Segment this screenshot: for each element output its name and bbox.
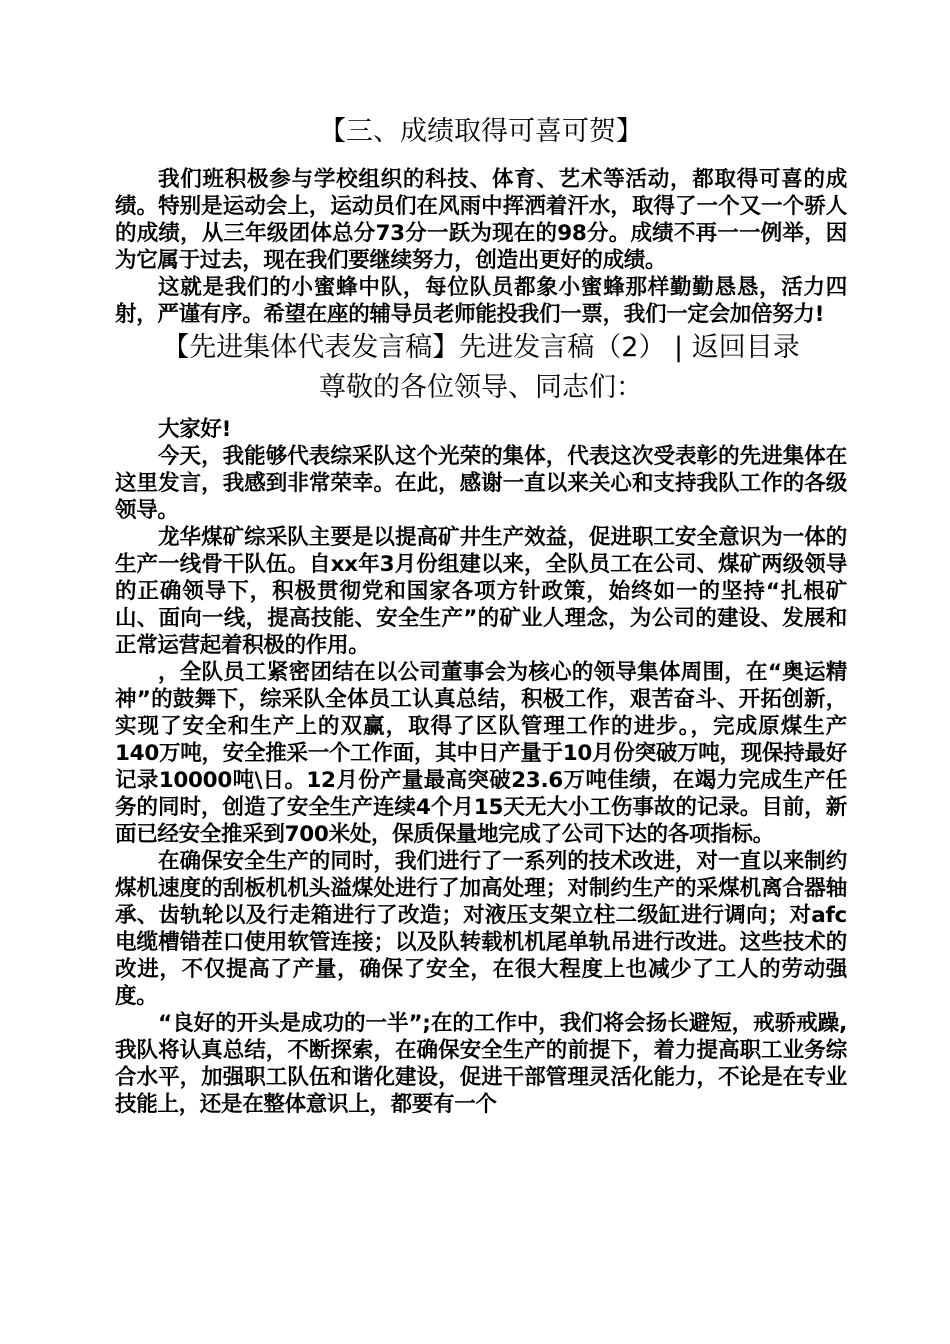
document-page <box>115 112 847 1118</box>
speech-paragraph: 龙华煤矿综采队主要是以提高矿井生产效益，促进职工安全意识为一体的生产一线骨干队伍。自xx年3月份组建以来，全队员工在公司、煤矿两级领导的正确领导下，积极贯彻党和国家各项方针政策，始终如一的坚持“扎根矿山、面向一线，提高技能、安全生产”的矿业人理念，为公司的建设、发展和正常运营起着积极的作用。 <box>115 525 847 658</box>
greeting: 大家好! <box>158 417 232 442</box>
speech-paragraph: 今天，我能够代表综采队这个光荣的集体，代表这次受表彰的先进集体在这里发言，我感到非常荣幸。在此，感谢一直以来关心和支持我队工作的各级领导。 <box>115 444 847 523</box>
speech-paragraph: ，全队员工紧密团结在以公司董事会为核心的领导集体周围，在“奥运精神”的鼓舞下，综采队全体员工认真总结，积极工作，艰苦奋斗、开拓创新，实现了安全和生产上的双赢，取得了区队管理工作的进步。，完成原煤生产140万吨，安全推采一个工作面，其中日产量于10月份突破万吨，现保持最好记录10000吨\日。12月份产量最高突破23.6万吨佳绩，在竭力完成生产任务的同时，创造了安全生产连续4个月15天无大小工伤事故的记录。目前，新面已经安全推采到700米处，保质保量地完成了公司下达的各项指标。 <box>115 660 847 847</box>
section-heading: 【三、成绩取得可喜可贺】 <box>319 116 643 147</box>
speech-paragraph: 在确保安全生产的同时，我们进行了一系列的技术改进，对一直以来制约煤机速度的刮板机机头溢煤处进行了加高处理；对制约生产的采煤机离合器轴承、齿轨轮以及行走箱进行了改造；对液压支架立柱二级缸进行调向；对afc电缆槽错茬口使用软管连接；以及队转载机机尾单轨吊进行改进。这些技术的改进，不仅提高了产量，确保了安全，在很大程度上也减少了工人的劳动强度。 <box>115 849 847 1009</box>
speech-title: 【先进集体代表发言稿】先进发言稿（2） | 返回目录 <box>162 332 800 363</box>
section-paragraph: 这就是我们的小蜜蜂中队，每位队员都象小蜜蜂那样勤勤恳恳，活力四射，严谨有序。希望在座的辅导员老师能投我们一票，我们一定会加倍努力! <box>115 275 847 327</box>
speech-paragraph: “良好的开头是成功的一半”;在的工作中，我们将会扬长避短，戒骄戒躁,我队将认真总结，不断探索，在确保安全生产的前提下，着力提高职工业务综合水平，加强职工队伍和谐化建设，促进干部管理灵活化能力，不论是在专业技能上，还是在整体意识上，都要有一个 <box>115 1011 847 1117</box>
salutation: 尊敬的各位领导、同志们： <box>319 372 643 403</box>
section-paragraph: 我们班积极参与学校组织的科技、体育、艺术等活动，都取得可喜的成绩。特别是运动会上，运动员们在风雨中挥洒着汗水，取得了一个又一个骄人的成绩，从三年级团体总分73分一跃为现在的98分。成绩不再一一例举，因为它属于过去，现在我们要继续努力，创造出更好的成绩。 <box>115 167 847 273</box>
